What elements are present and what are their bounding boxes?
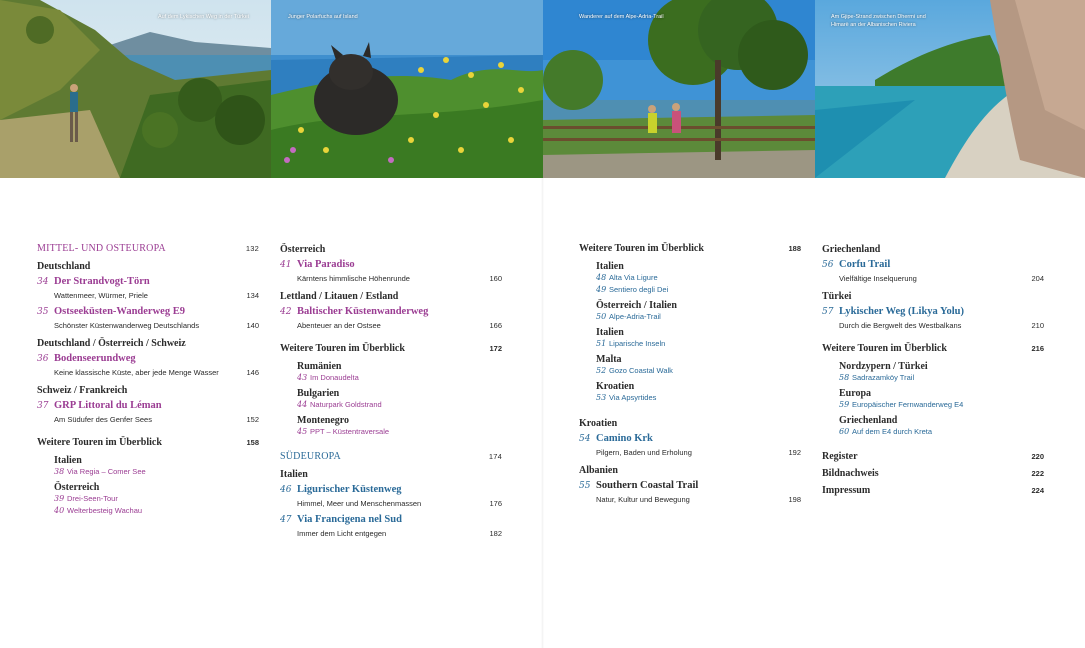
toc-entry[interactable] (37, 399, 259, 429)
overview-entry[interactable] (579, 285, 801, 297)
page-number: 216 (1031, 344, 1044, 353)
tour-number: 46 (280, 485, 292, 495)
tour-subtitle: Abenteuer an der Ostsee (297, 321, 381, 330)
tour-number: 57 (822, 307, 834, 317)
tour-number: 59 (839, 400, 850, 409)
overview-entry[interactable] (579, 366, 801, 378)
toc-entry[interactable] (280, 483, 502, 513)
country-heading: Österreich / Italien (596, 300, 677, 311)
tour-number: 48 (596, 273, 607, 282)
country-heading: Griechenland (839, 415, 898, 426)
tour-title: Gozo Coastal Walk (609, 366, 673, 375)
country-heading: Malta (596, 354, 622, 365)
tour-subtitle: Schönster Küstenwanderweg Deutschlands (54, 321, 200, 330)
page-number: 224 (1031, 486, 1044, 495)
tour-number: 53 (596, 393, 607, 402)
page-number: 188 (788, 244, 801, 253)
tour-title: Bodenseerundweg (54, 353, 136, 364)
toc-entry[interactable] (579, 479, 801, 509)
tour-number: 38 (54, 467, 65, 476)
tour-title: Ostseeküsten-Wanderweg E9 (54, 306, 185, 317)
toc-entry[interactable] (280, 305, 502, 335)
overview-entry[interactable] (37, 506, 259, 518)
tour-title: Via Francigena nel Sud (297, 514, 402, 525)
page-number: 166 (489, 321, 502, 330)
tour-title: Auf dem E4 durch Kreta (852, 427, 933, 436)
overview-heading[interactable] (822, 341, 1044, 358)
tour-number: 58 (839, 373, 850, 382)
page-number: 160 (489, 274, 502, 283)
toc-column-3 (579, 241, 801, 509)
toc-column-1 (37, 241, 259, 518)
page-number: 174 (488, 452, 502, 461)
overview-title: Weitere Touren im Überblick (280, 343, 405, 354)
tour-number: 42 (280, 307, 292, 317)
tour-number: 60 (839, 427, 850, 436)
tour-title: Corfu Trail (839, 259, 891, 270)
tour-title: Lykischer Weg (Likya Yolu) (839, 306, 964, 317)
photo-caption-line2: Himarë an der Albanischen Riviera (831, 22, 916, 28)
section-title: MITTEL- UND OSTEUROPA (37, 243, 166, 254)
country-heading: Italien (54, 455, 82, 466)
tour-title: Naturpark Goldstrand (310, 400, 382, 409)
overview-title: Weitere Touren im Überblick (822, 343, 947, 354)
overview-entry[interactable] (37, 494, 259, 506)
overview-entry[interactable] (822, 373, 1044, 385)
toc-entry[interactable] (822, 305, 1044, 335)
tour-title: Via Regia – Comer See (67, 467, 146, 476)
country-heading: Nordzypern / Türkei (839, 361, 928, 372)
tour-number: 43 (297, 373, 308, 382)
tour-number: 37 (37, 401, 49, 411)
register-title: Register (822, 451, 858, 462)
photo-caption: Wanderer auf dem Alpe-Adria-Trail (579, 14, 664, 20)
country-heading: Türkei (822, 291, 852, 302)
country-heading: Deutschland (37, 261, 91, 272)
overview-heading[interactable] (280, 341, 502, 358)
tour-title: Ligurischer Küstenweg (297, 484, 402, 495)
overview-heading[interactable] (37, 435, 259, 452)
toc-column-4 (822, 241, 1044, 500)
overview-entry[interactable] (37, 467, 259, 479)
overview-entry[interactable] (822, 400, 1044, 412)
toc-section-heading[interactable] (37, 241, 259, 258)
photo-caption: Auf dem Lykischen Weg in der Türkei (158, 14, 249, 20)
tour-subtitle: Wattenmeer, Würmer, Priele (54, 291, 148, 300)
credits-link[interactable] (822, 466, 1044, 483)
tour-number: 44 (297, 400, 308, 409)
tour-number: 50 (596, 312, 607, 321)
country-heading: Bulgarien (297, 388, 340, 399)
tour-title: Europäischer Fernwanderweg E4 (852, 400, 964, 409)
credits-title: Bildnachweis (822, 468, 879, 479)
tour-number: 56 (822, 260, 834, 270)
tour-number: 49 (596, 285, 607, 294)
tour-number: 54 (579, 434, 591, 444)
page-number: 152 (246, 415, 259, 424)
photo-alpe-adria (543, 0, 815, 178)
tour-subtitle: Himmel, Meer und Menschenmassen (297, 499, 422, 508)
tour-subtitle: Am Südufer des Genfer Sees (54, 415, 152, 424)
country-heading: Deutschland / Österreich / Schweiz (37, 338, 186, 349)
tour-title: GRP Littoral du Léman (54, 400, 162, 411)
overview-entry[interactable] (579, 339, 801, 351)
page-number: 158 (246, 438, 259, 447)
overview-entry[interactable] (579, 273, 801, 285)
tour-title: Via Apsyrtides (609, 393, 657, 402)
toc-section-heading[interactable] (280, 449, 502, 466)
page-number: 176 (489, 499, 502, 508)
country-heading: Europa (839, 388, 872, 399)
tour-title: Via Paradiso (297, 259, 355, 270)
tour-title: PPT – Küstentraversale (310, 427, 390, 436)
tour-number: 39 (54, 494, 65, 503)
country-heading: Österreich (280, 244, 326, 255)
page-number: 204 (1031, 274, 1044, 283)
toc-entry[interactable] (280, 513, 502, 543)
tour-title: Im Donaudelta (310, 373, 359, 382)
tour-subtitle: Natur, Kultur und Bewegung (596, 495, 690, 504)
page-number: 222 (1031, 469, 1044, 478)
register-link[interactable] (822, 449, 1044, 466)
tour-number: 51 (596, 339, 607, 348)
toc-entry[interactable] (822, 258, 1044, 288)
tour-title: Liparische Inseln (609, 339, 666, 348)
page-number: 132 (245, 244, 259, 253)
photo-caption: Junger Polarfuchs auf Island (288, 14, 358, 20)
photo-caption-line1: Am Gjipe-Strand zwischen Dhermi und (831, 14, 926, 20)
tour-title: Alta Via Ligure (609, 273, 658, 282)
country-heading: Italien (596, 261, 624, 272)
tour-number: 55 (579, 481, 591, 491)
country-heading: Schweiz / Frankreich (37, 385, 128, 396)
tour-number: 36 (37, 354, 49, 364)
tour-title: Sadrazamköy Trail (852, 373, 915, 382)
toc-entry[interactable] (37, 275, 259, 305)
page-number: 192 (788, 448, 801, 457)
imprint-link[interactable] (822, 483, 1044, 500)
overview-entry[interactable] (280, 427, 502, 439)
tour-number: 41 (280, 260, 292, 270)
tour-number: 52 (596, 366, 607, 375)
tour-number: 47 (280, 515, 292, 525)
toc-entry[interactable] (579, 432, 801, 462)
photo-alpe-adria-image (543, 0, 815, 178)
country-heading: Italien (280, 469, 308, 480)
toc-column-2 (280, 241, 502, 543)
country-heading: Kroatien (596, 381, 635, 392)
country-heading: Albanien (579, 465, 618, 476)
tour-number: 35 (37, 307, 49, 317)
overview-entry[interactable] (579, 393, 801, 405)
photo-arctic-fox-image (271, 0, 543, 178)
overview-entry[interactable] (280, 373, 502, 385)
tour-title: Camino Krk (596, 433, 653, 444)
tour-title: Southern Coastal Trail (596, 480, 699, 491)
tour-subtitle: Keine klassische Küste, aber jede Menge Wasser (54, 368, 219, 377)
country-heading: Griechenland (822, 244, 881, 255)
tour-title: Baltischer Küstenwanderweg (297, 306, 429, 317)
toc-entry[interactable] (37, 352, 259, 382)
overview-entry[interactable] (579, 312, 801, 324)
tour-subtitle: Durch die Bergwelt des Westbalkans (839, 321, 962, 330)
page-number: 220 (1031, 452, 1044, 461)
tour-subtitle: Immer dem Licht entgegen (297, 529, 387, 538)
country-heading: Montenegro (297, 415, 350, 426)
imprint-title: Impressum (822, 485, 871, 496)
page-number: 172 (489, 344, 502, 353)
page-number: 182 (489, 529, 502, 538)
tour-title: Sentiero degli Dei (609, 285, 669, 294)
tour-number: 40 (54, 506, 65, 515)
country-heading: Kroatien (579, 418, 618, 429)
page-number: 146 (246, 368, 259, 377)
toc-entry[interactable] (280, 258, 502, 288)
overview-title: Weitere Touren im Überblick (579, 243, 704, 254)
country-heading: Rumänien (297, 361, 342, 372)
photo-gjipe-beach (815, 0, 1085, 178)
overview-title: Weitere Touren im Überblick (37, 437, 162, 448)
overview-entry[interactable] (280, 400, 502, 412)
page-gutter (541, 178, 544, 648)
tour-subtitle: Pilgern, Baden und Erholung (596, 448, 692, 457)
page-number: 134 (246, 291, 259, 300)
overview-heading[interactable] (579, 241, 801, 258)
country-heading: Österreich (54, 482, 100, 493)
tour-title: Welterbesteig Wachau (67, 506, 143, 515)
page-number: 198 (788, 495, 801, 504)
country-heading: Italien (596, 327, 624, 338)
page-number: 140 (246, 321, 259, 330)
tour-subtitle: Kärntens himmlische Höhenrunde (297, 274, 410, 283)
tour-title: Drei-Seen-Tour (67, 494, 118, 503)
photo-lycian-way (0, 0, 271, 178)
tour-number: 34 (37, 277, 49, 287)
photo-lycian-way-image (0, 0, 271, 178)
page-number: 210 (1031, 321, 1044, 330)
section-title: SÜDEUROPA (280, 451, 341, 462)
tour-subtitle: Vielfältige Inselquerung (839, 274, 917, 283)
photo-arctic-fox (271, 0, 543, 178)
tour-number: 45 (297, 427, 308, 436)
toc-entry[interactable] (37, 305, 259, 335)
overview-entry[interactable] (822, 427, 1044, 439)
tour-title: Alpe-Adria-Trail (609, 312, 661, 321)
country-heading: Lettland / Litauen / Estland (280, 291, 399, 302)
tour-title: Der Strandvogt-Törn (54, 276, 150, 287)
